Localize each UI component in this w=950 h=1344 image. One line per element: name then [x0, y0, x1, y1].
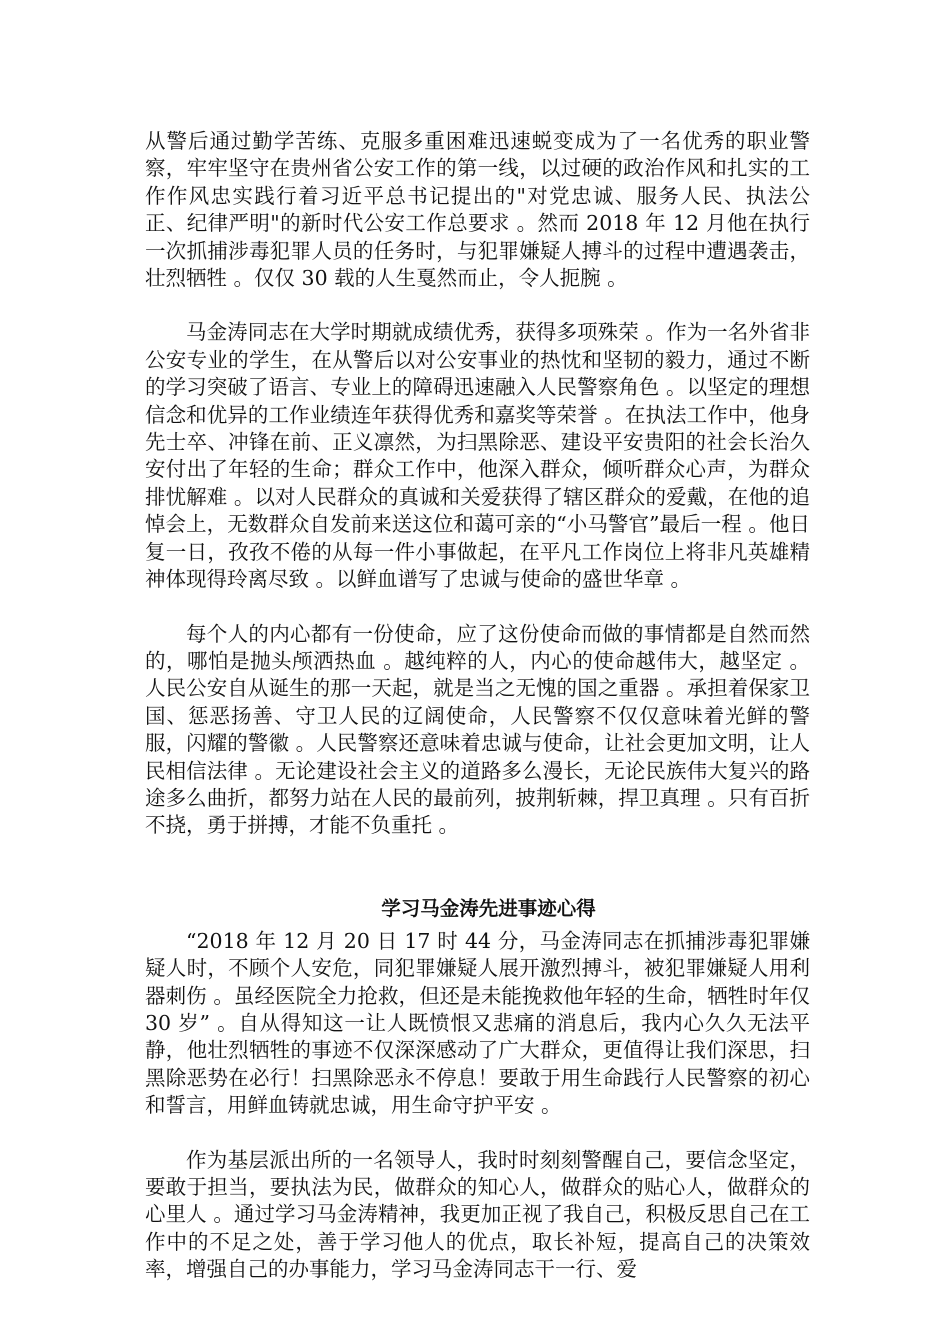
document-body	[145, 128, 810, 1284]
paragraph-continuation: 从警后通过勤学苦练、克服多重困难迅速蜕变成为了一名优秀的职业警察，牢牢坚守在贵州省公安工作的第一线，以过硬的政治作风和扎实的工作作风忠实践行着习近平总书记提出的"对党忠诚、服务人民、执法公正、纪律严明"的新时代公安工作总要求 。然而 2018 年 12 月他在执行一次抓捕涉毒犯罪人员的任务时，与犯罪嫌疑人搏斗的过程中遭遇袭击，壮烈牺牲 。仅仅 30 载的人生戛然而止，令人扼腕 。	[145, 129, 810, 291]
paragraph-spacer	[145, 594, 810, 621]
paragraph-mission: 每个人的内心都有一份使命，应了这份使命而做的事情都是自然而然的，哪怕是抛头颅洒热血 。越纯粹的人，内心的使命越伟大，越坚定 。人民公安自从诞生的那一天起，就是当之无愧的国之重器 。承担着保家卫国、惩恶扬善、守卫人民的辽阔使命，人民警察不仅仅意味着光鲜的警服，闪耀的警徽 。人民警察还意味着忠诚与使命，让社会更加文明，让人民相信法律 。无论建设社会主义的道路多么漫长，无论民族伟大复兴的路途多么曲折，都努力站在人民的最前列，披荆斩棘，捍卫真理 。只有百折不挠，勇于拼搏，才能不负重托 。	[145, 621, 810, 838]
paragraph-ma-jintao-achievements: 马金涛同志在大学时期就成绩优秀，获得多项殊荣 。作为一名外省非公安专业的学生，在从警后以对公安事业的热忱和坚韧的毅力，通过不断的学习突破了语言、专业上的障碍迅速融入人民警察角色 。以坚定的理想信念和优异的工作业绩连年获得优秀和嘉奖等荣誉 。在执法工作中，他身先士卒、冲锋在前、正义凛然，为扫黑除恶、建设平安贵阳的社会长治久安付出了年轻的生命；群众工作中，他深入群众，倾听群众心声，为群众排忧解难 。以对人民群众的真诚和关爱获得了辖区群众的爱戴，在他的追悼会上，无数群众自发前来送这位和蔼可亲的“小马警官”最后一程 。他日复一日，孜孜不倦的从每一件小事做起，在平凡工作岗位上将非凡英雄精神体现得玲离尽致 。以鲜血谱写了忠诚与使命的盛世华章 。	[145, 320, 810, 592]
section-spacer	[145, 840, 810, 895]
paragraph-spacer	[145, 1120, 810, 1147]
paragraph-spacer	[145, 292, 810, 319]
paragraph-incident: “2018 年 12 月 20 日 17 时 44 分，马金涛同志在抓捕涉毒犯罪嫌疑人时，不顾个人安危，同犯罪嫌疑人展开激烈搏斗，被犯罪嫌疑人用利器刺伤 。虽经医院全力抢救，但还是未能挽救他年轻的生命，牺牲时年仅 30 岁” 。自从得知这一让人既愤恨又悲痛的消息后，我内心久久无法平静，他壮烈牺牲的事迹不仅深深感动了广大群众，更值得让我们深思，扫黑除恶势在必行！扫黑除恶永不停息！要敢于用生命践行人民警察的初心和誓言，用鲜血铸就忠诚，用生命守护平安 。	[145, 928, 810, 1118]
section-heading: 学习马金涛先进事迹心得	[381, 896, 596, 920]
paragraph-reflection: 作为基层派出所的一名领导人，我时时刻刻警醒自己，要信念坚定，要敢于担当，要执法为民，做群众的知心人，做群众的贴心人，做群众的心里人 。通过学习马金涛精神，我更加正视了我自己，积极反思自己在工作中的不足之处，善于学习他人的优点，取长补短，提高自己的决策效率，增强自己的办事能力，学习马金涛同志干一行、爱	[145, 1147, 810, 1282]
